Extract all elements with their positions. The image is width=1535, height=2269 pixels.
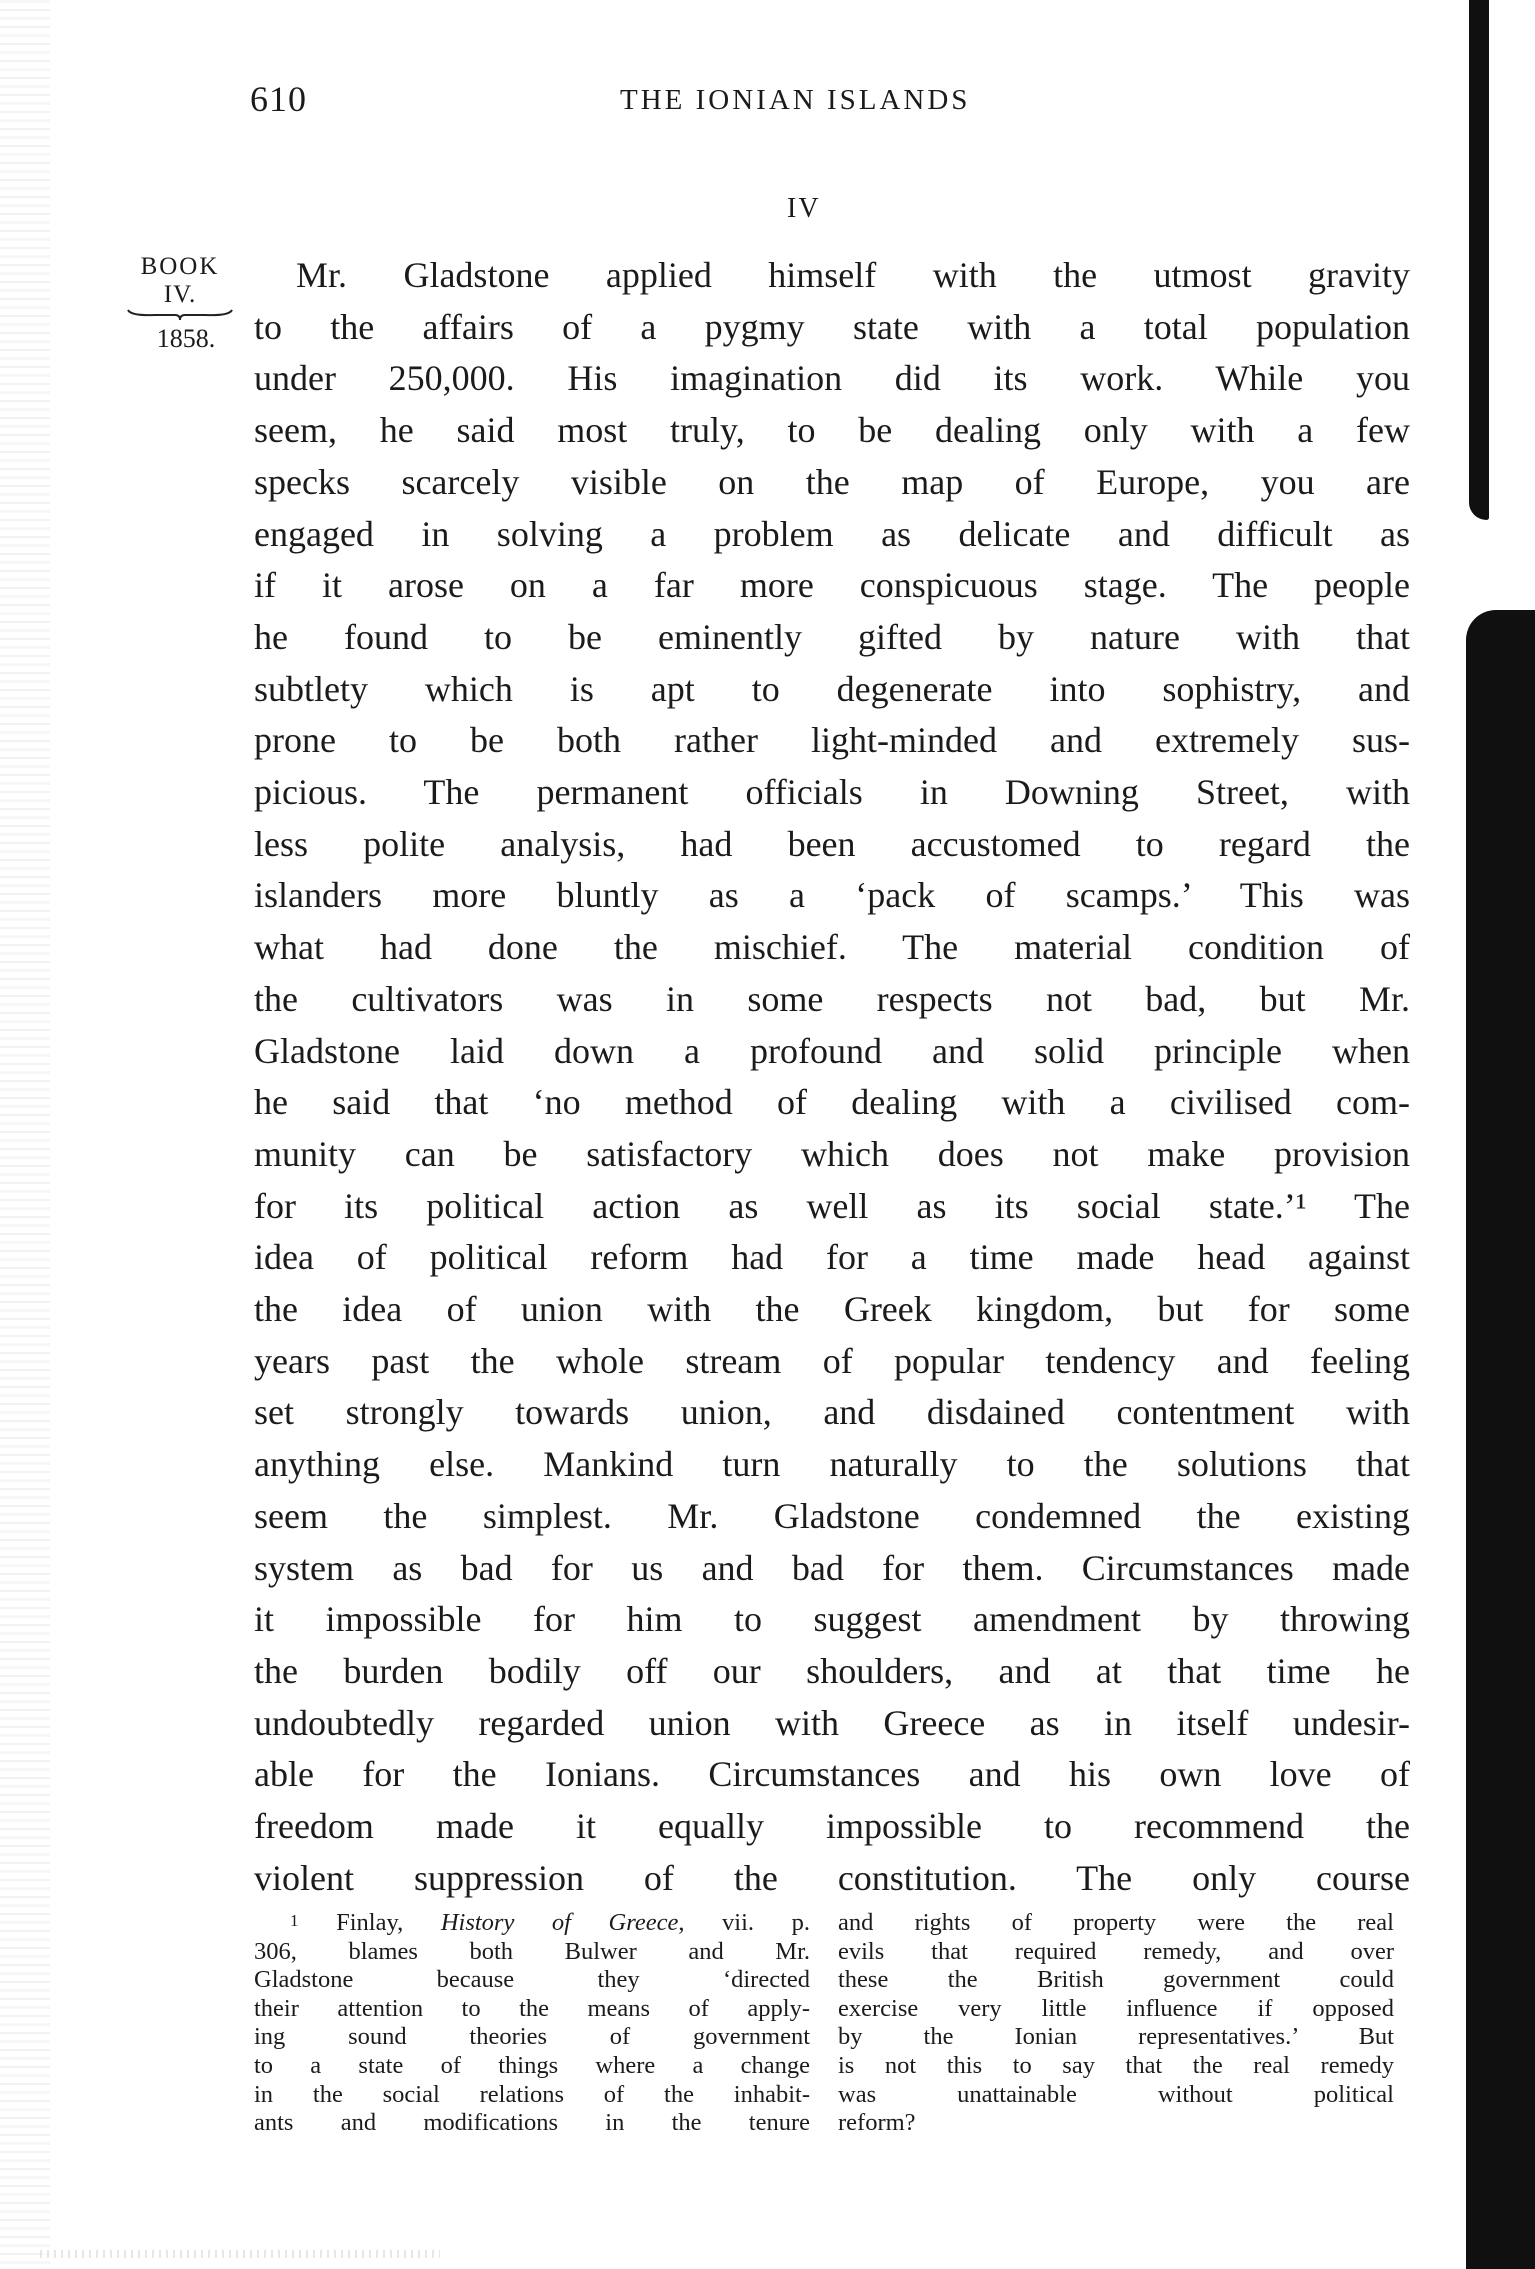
body-line: prone to be both rather light-minded and extremely sus-: [254, 720, 1410, 761]
body-line: if it arose on a far more conspicuous stage. The people: [254, 565, 1410, 606]
scan-binding-shadow: [1469, 0, 1489, 520]
footnote-line: was unattainable without political: [838, 2080, 1394, 2108]
footnote-line: in the social relations of the inhabit-: [254, 2080, 810, 2108]
body-line: Gladstone laid down a profound and solid principle when: [254, 1030, 1410, 1071]
footnote-line: [254, 1909, 810, 1938]
body-line: idea of political reform had for a time made head against: [254, 1237, 1410, 1278]
body-line: anything else. Mankind turn naturally to the solutions that: [254, 1444, 1410, 1485]
footnote-line: to a state of things where a change: [254, 2051, 810, 2079]
body-line: subtlety which is apt to degenerate into sophistry, and: [254, 668, 1410, 709]
body-line: less polite analysis, had been accustomed to regard the: [254, 823, 1410, 864]
body-line: seem the simplest. Mr. Gladstone condemned the existing: [254, 1495, 1410, 1536]
page-number: 610: [250, 79, 307, 119]
body-line: the cultivators was in some respects not bad, but Mr.: [254, 978, 1410, 1019]
section-number: IV: [787, 193, 821, 224]
footnote-text: , vii. p.: [678, 1909, 810, 1936]
margin-volume: IV.: [163, 281, 197, 308]
body-line: the burden bodily off our shoulders, and at that time he: [254, 1650, 1410, 1691]
footnote-column-right: [838, 1909, 1394, 2138]
scan-bottom-noise: [40, 2250, 440, 2258]
footnote-line: 306, blames both Bulwer and Mr.: [254, 1937, 810, 1965]
body-line: able for the Ionians. Circumstances and his own love of: [254, 1754, 1410, 1795]
body-line: under 250,000. His imagination did its work. While you: [254, 358, 1410, 399]
footnote-line: ants and modifications in the tenure: [254, 2109, 810, 2137]
body-line: the idea of union with the Greek kingdom, but for some: [254, 1289, 1410, 1330]
page-header: [250, 78, 1410, 128]
footnote-line: these the British government could: [838, 1966, 1394, 1994]
footnote-line: exercise very little influence if opposed: [838, 1994, 1394, 2022]
body-line: undoubtedly regarded union with Greece as in itself undesir-: [254, 1702, 1410, 1743]
footnote-line: by the Ionian representatives.’ But: [838, 2023, 1394, 2051]
footnote-title: History of Greece: [440, 1909, 679, 1936]
running-title: THE IONIAN ISLANDS: [620, 84, 971, 116]
body-line: seem, he said most truly, to be dealing only with a few: [254, 410, 1410, 451]
body-line: system as bad for us and bad for them. Circumstances made: [254, 1547, 1410, 1588]
body-line: islanders more bluntly as a ‘pack of scamps.’ This was: [254, 875, 1410, 916]
body-line: for its political action as well as its social state.’¹ The: [254, 1185, 1410, 1226]
body-line: he found to be eminently gifted by nature with that: [254, 616, 1410, 657]
footnote-line: ing sound theories of government: [254, 2023, 810, 2051]
footnote-text: Finlay,: [336, 1909, 441, 1936]
footnote-line: reform?: [838, 2109, 916, 2137]
body-line: what had done the mischief. The material condition of: [254, 927, 1410, 968]
footnote-line: is not this to say that the real remedy: [838, 2051, 1394, 2079]
body-line: set strongly towards union, and disdained contentment with: [254, 1392, 1410, 1433]
margin-year: 1858.: [156, 324, 216, 353]
footnote-line: evils that required remedy, and over: [838, 1937, 1394, 1965]
body-line: to the affairs of a pygmy state with a total population: [254, 306, 1410, 347]
body-line: picious. The permanent officials in Downing Street, with: [254, 772, 1410, 813]
body-text: [254, 250, 1410, 1905]
scan-left-edge: [0, 0, 50, 2269]
body-line: Mr. Gladstone applied himself with the utmost gravity: [296, 255, 1410, 295]
body-line: it impossible for him to suggest amendment by throwing: [254, 1599, 1410, 1640]
margin-note: [120, 252, 240, 354]
body-line: violent suppression of the constitution. The only course: [254, 1857, 1410, 1898]
scan-binding-shadow: [1466, 610, 1535, 2269]
footnote-column-left: [254, 1909, 810, 2138]
body-line: freedom made it equally impossible to recommend the: [254, 1806, 1410, 1847]
margin-book-label: BOOK: [140, 253, 220, 280]
body-line: munity can be satisfactory which does not make provision: [254, 1133, 1410, 1174]
body-line: engaged in solving a problem as delicate and difficult as: [254, 513, 1410, 554]
footnotes: [254, 1909, 1410, 2209]
footnote-line: and rights of property were the real: [838, 1909, 1394, 1936]
footnote-line: Gladstone because they ‘directed: [254, 1966, 810, 1994]
brace-icon: [125, 308, 235, 322]
body-line: he said that ‘no method of dealing with a civilised com-: [254, 1082, 1410, 1123]
footnote-marker: 1: [290, 1911, 299, 1930]
footnote-line: their attention to the means of apply-: [254, 1994, 810, 2022]
body-line: years past the whole stream of popular tendency and feeling: [254, 1340, 1410, 1381]
body-line: specks scarcely visible on the map of Europe, you are: [254, 461, 1410, 502]
